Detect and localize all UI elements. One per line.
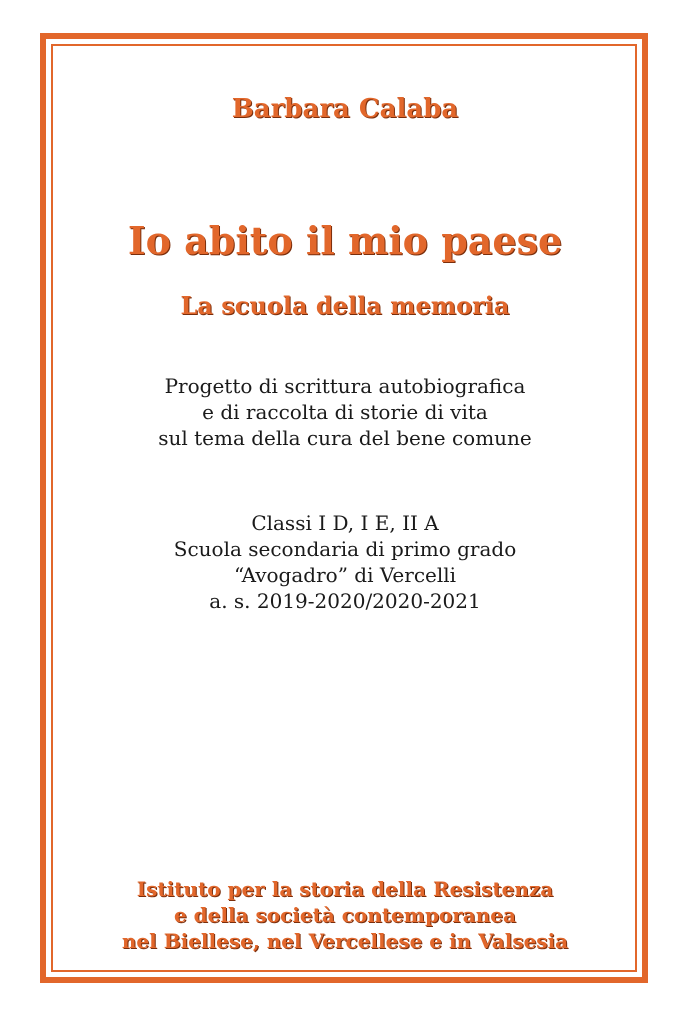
project-description [0, 373, 690, 451]
inner-border [51, 44, 637, 972]
publisher [0, 876, 690, 954]
publisher-line: Istituto per la storia della Resistenza [136, 877, 554, 901]
description-line: sul tema della cura del bene comune [158, 426, 532, 450]
book-subtitle: La scuola della memoria [180, 291, 510, 320]
description-line: e di raccolta di storie di vita [202, 400, 488, 424]
publisher-line: nel Biellese, nel Vercellese e in Valsesia [121, 929, 569, 953]
school-line: Scuola secondaria di primo grado [173, 537, 517, 561]
school-info [0, 510, 690, 614]
school-line: a. s. 2019-2020/2020-2021 [209, 589, 481, 613]
school-line: “Avogadro” di Vercelli [233, 563, 457, 587]
school-line: Classi I D, I E, II A [251, 511, 439, 535]
description-line: Progetto di scrittura autobiografica [164, 374, 526, 398]
book-title: Io abito il mio paese [127, 218, 563, 263]
publisher-line: e della società contemporanea [173, 903, 516, 927]
author-name: Barbara Calaba [231, 94, 459, 124]
